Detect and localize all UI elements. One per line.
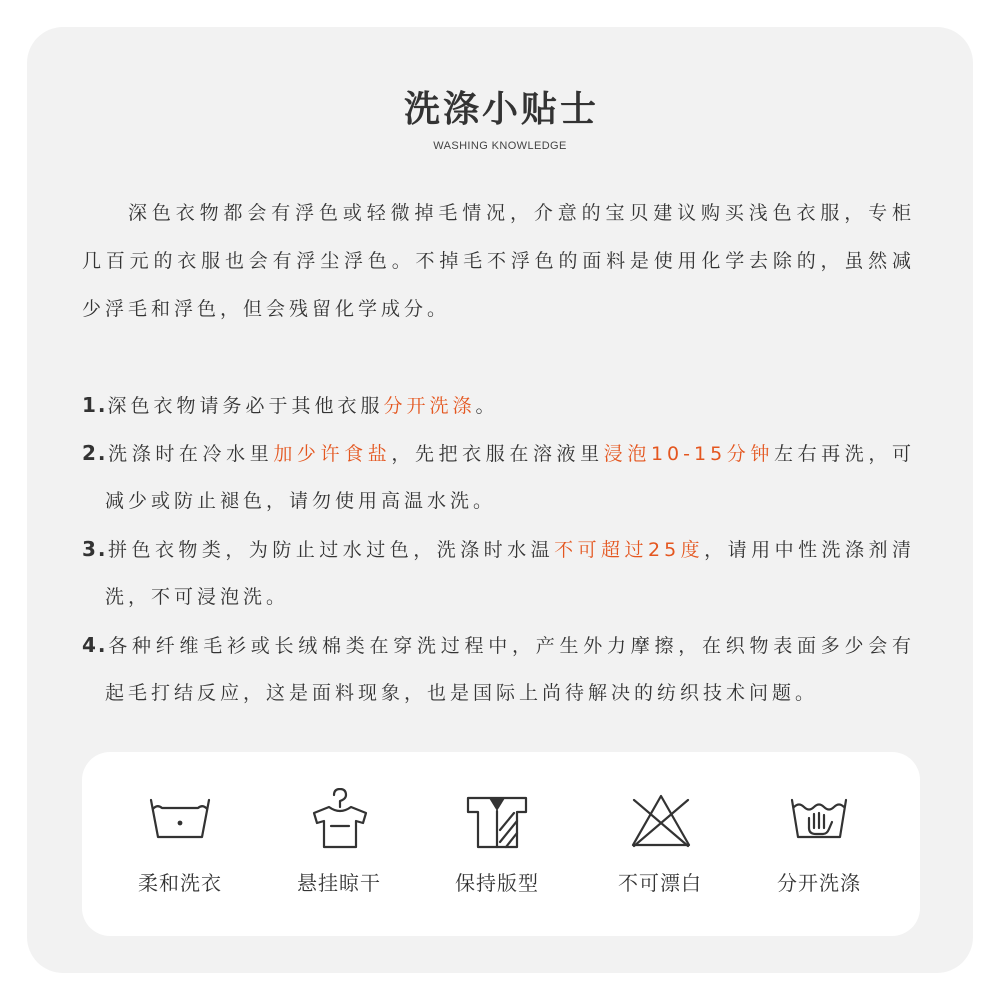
tip-highlight: 不可超过25度 — [554, 539, 705, 561]
care-item-wash-separately — [754, 752, 884, 936]
tip-number: 3. — [82, 537, 108, 561]
tip-item-2-continued — [82, 477, 915, 525]
care-item-hang-dry — [274, 752, 404, 936]
intro-line: 少浮毛和浮色，但会残留化学成分。 — [82, 298, 451, 320]
tip-highlight: 加少许食盐 — [273, 443, 392, 465]
tip-item-3-continued — [82, 573, 915, 621]
tip-highlight: 分开洗涤 — [383, 395, 476, 417]
care-label: 保持版型 — [455, 871, 539, 895]
tip-item-2 — [82, 429, 915, 477]
tip-item-4-continued — [82, 669, 915, 717]
keep-shape-icon — [462, 788, 532, 850]
tip-text: ，先把衣服在溶液里 — [391, 443, 604, 465]
tip-number: 2. — [82, 441, 108, 465]
tip-text: 起毛打结反应，这是面料现象，也是国际上尚待解决的纺织技术问题。 — [105, 682, 819, 704]
tip-text: 深色衣物请务必于其他衣服 — [107, 395, 384, 417]
tip-item-4 — [82, 621, 915, 669]
page-subtitle: WASHING KNOWLEDGE — [433, 140, 567, 152]
tip-number: 1. — [82, 393, 108, 417]
care-label: 分开洗涤 — [777, 871, 861, 895]
tip-number: 4. — [82, 633, 108, 657]
care-item-gentle-wash — [115, 752, 245, 936]
do-not-bleach-icon — [625, 788, 695, 850]
tip-text: 拼色衣物类，为防止过水过色，洗涤时水温 — [107, 539, 555, 561]
care-instructions-panel — [82, 752, 920, 936]
tip-text: 减少或防止褪色，请勿使用高温水洗。 — [105, 490, 497, 512]
tip-text: 各种纤维毛衫或长绒棉类在穿洗过程中，产生外力摩擦，在织物表面多少会有 — [107, 635, 915, 657]
intro-line: 深色衣物都会有浮色或轻微掉毛情况，介意的宝贝建议购买浅色衣服，专柜 — [128, 202, 915, 224]
gentle-wash-icon — [145, 788, 215, 850]
care-item-do-not-bleach — [595, 752, 725, 936]
tips-list — [82, 381, 915, 717]
tip-text: 洗，不可浸泡洗。 — [105, 586, 290, 608]
tip-item-1 — [82, 381, 915, 429]
tip-item-3 — [82, 525, 915, 573]
tip-text: ，请用中性洗涤剂清 — [704, 539, 915, 561]
tip-text: 。 — [475, 395, 499, 417]
page-title: 洗涤小贴士 — [403, 89, 599, 130]
care-label: 柔和洗衣 — [138, 871, 222, 895]
intro-paragraph — [82, 189, 915, 333]
care-label: 悬挂晾干 — [297, 871, 381, 895]
tip-text: 左右再洗，可 — [773, 443, 915, 465]
wash-separately-icon — [784, 788, 854, 850]
tip-text: 洗涤时在冷水里 — [107, 443, 274, 465]
intro-line: 几百元的衣服也会有浮尘浮色。不掉毛不浮色的面料是使用化学去除的，虽然减 — [82, 250, 915, 272]
care-label: 不可漂白 — [618, 871, 702, 895]
hang-dry-icon — [304, 788, 374, 850]
care-item-keep-shape — [432, 752, 562, 936]
tip-highlight: 浸泡10-15分钟 — [603, 443, 774, 465]
